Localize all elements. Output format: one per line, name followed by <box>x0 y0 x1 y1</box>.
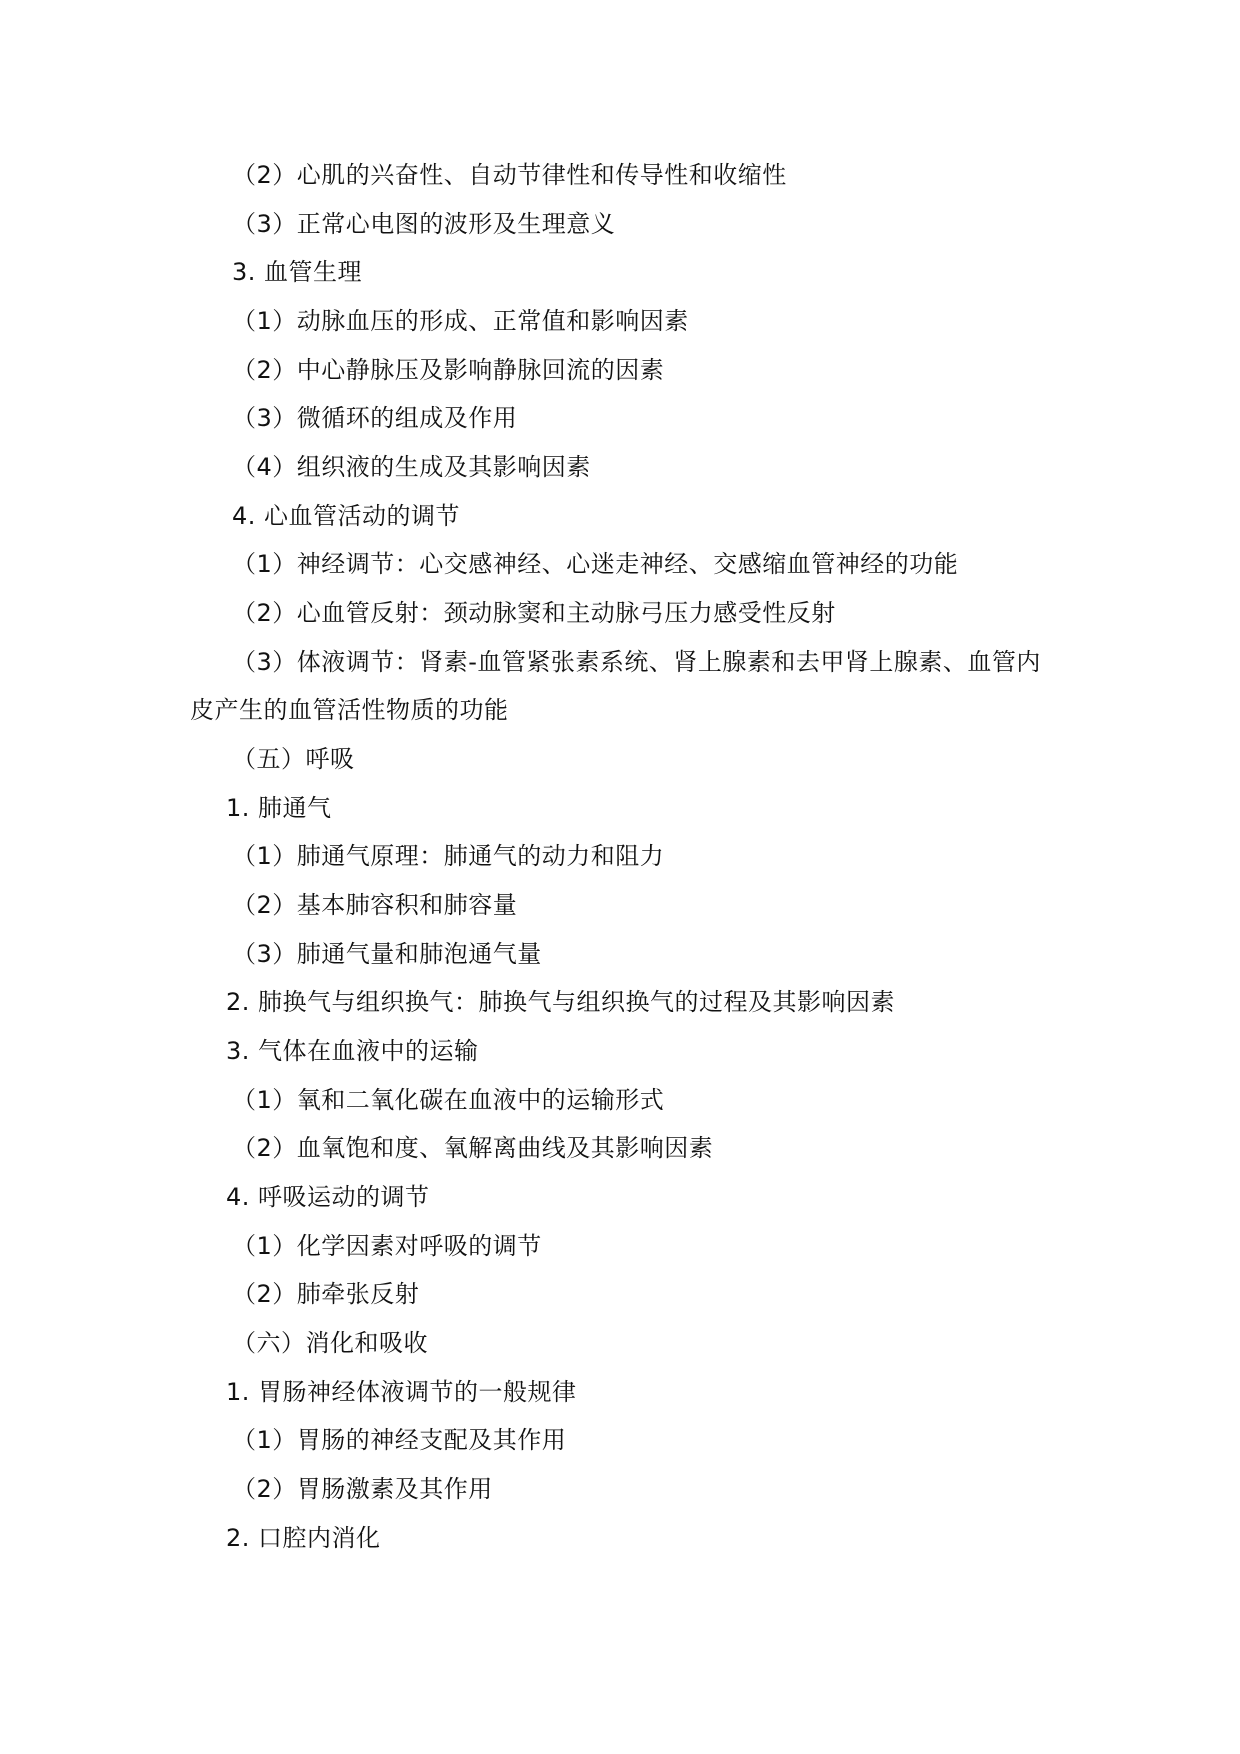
chapter-heading: （五）呼吸 <box>232 745 355 773</box>
text-line: （2）基本肺容积和肺容量 <box>232 891 518 919</box>
section-heading: 2. 口腔内消化 <box>226 1524 381 1552</box>
section-heading: 3. 气体在血液中的运输 <box>226 1037 479 1065</box>
section-heading: 4. 呼吸运动的调节 <box>226 1183 430 1211</box>
text-line: （2）中心静脉压及影响静脉回流的因素 <box>232 356 665 384</box>
text-line: （2）心血管反射：颈动脉窦和主动脉弓压力感受性反射 <box>232 599 836 627</box>
text-line: （3）肺通气量和肺泡通气量 <box>232 940 542 968</box>
section-heading: 2. 肺换气与组织换气：肺换气与组织换气的过程及其影响因素 <box>226 988 896 1016</box>
section-heading: 1. 肺通气 <box>226 794 332 822</box>
text-line: （4）组织液的生成及其影响因素 <box>232 453 591 481</box>
section-heading: 1. 胃肠神经体液调节的一般规律 <box>226 1378 577 1406</box>
text-line: （1）胃肠的神经支配及其作用 <box>232 1426 567 1454</box>
text-line: （1）化学因素对呼吸的调节 <box>232 1232 542 1260</box>
text-line: （2）心肌的兴奋性、自动节律性和传导性和收缩性 <box>232 161 787 189</box>
text-line: （1）氧和二氧化碳在血液中的运输形式 <box>232 1086 665 1114</box>
text-line: （2）血氧饱和度、氧解离曲线及其影响因素 <box>232 1134 714 1162</box>
section-heading: 4. 心血管活动的调节 <box>232 502 461 530</box>
text-line: （2）肺牵张反射 <box>232 1280 420 1308</box>
text-line-continuation: 皮产生的血管活性物质的功能 <box>190 696 509 724</box>
text-line: （3）微循环的组成及作用 <box>232 404 518 432</box>
text-line: （3）正常心电图的波形及生理意义 <box>232 210 616 238</box>
text-line: （1）神经调节：心交感神经、心迷走神经、交感缩血管神经的功能 <box>232 550 959 578</box>
text-line: （2）胃肠激素及其作用 <box>232 1475 493 1503</box>
chapter-heading: （六）消化和吸收 <box>232 1329 428 1357</box>
text-line: （1）肺通气原理：肺通气的动力和阻力 <box>232 842 665 870</box>
text-line: （1）动脉血压的形成、正常值和影响因素 <box>232 307 689 335</box>
text-line: （3）体液调节：肾素-血管紧张素系统、肾上腺素和去甲肾上腺素、血管内 <box>232 648 1041 676</box>
section-heading: 3. 血管生理 <box>232 258 363 286</box>
